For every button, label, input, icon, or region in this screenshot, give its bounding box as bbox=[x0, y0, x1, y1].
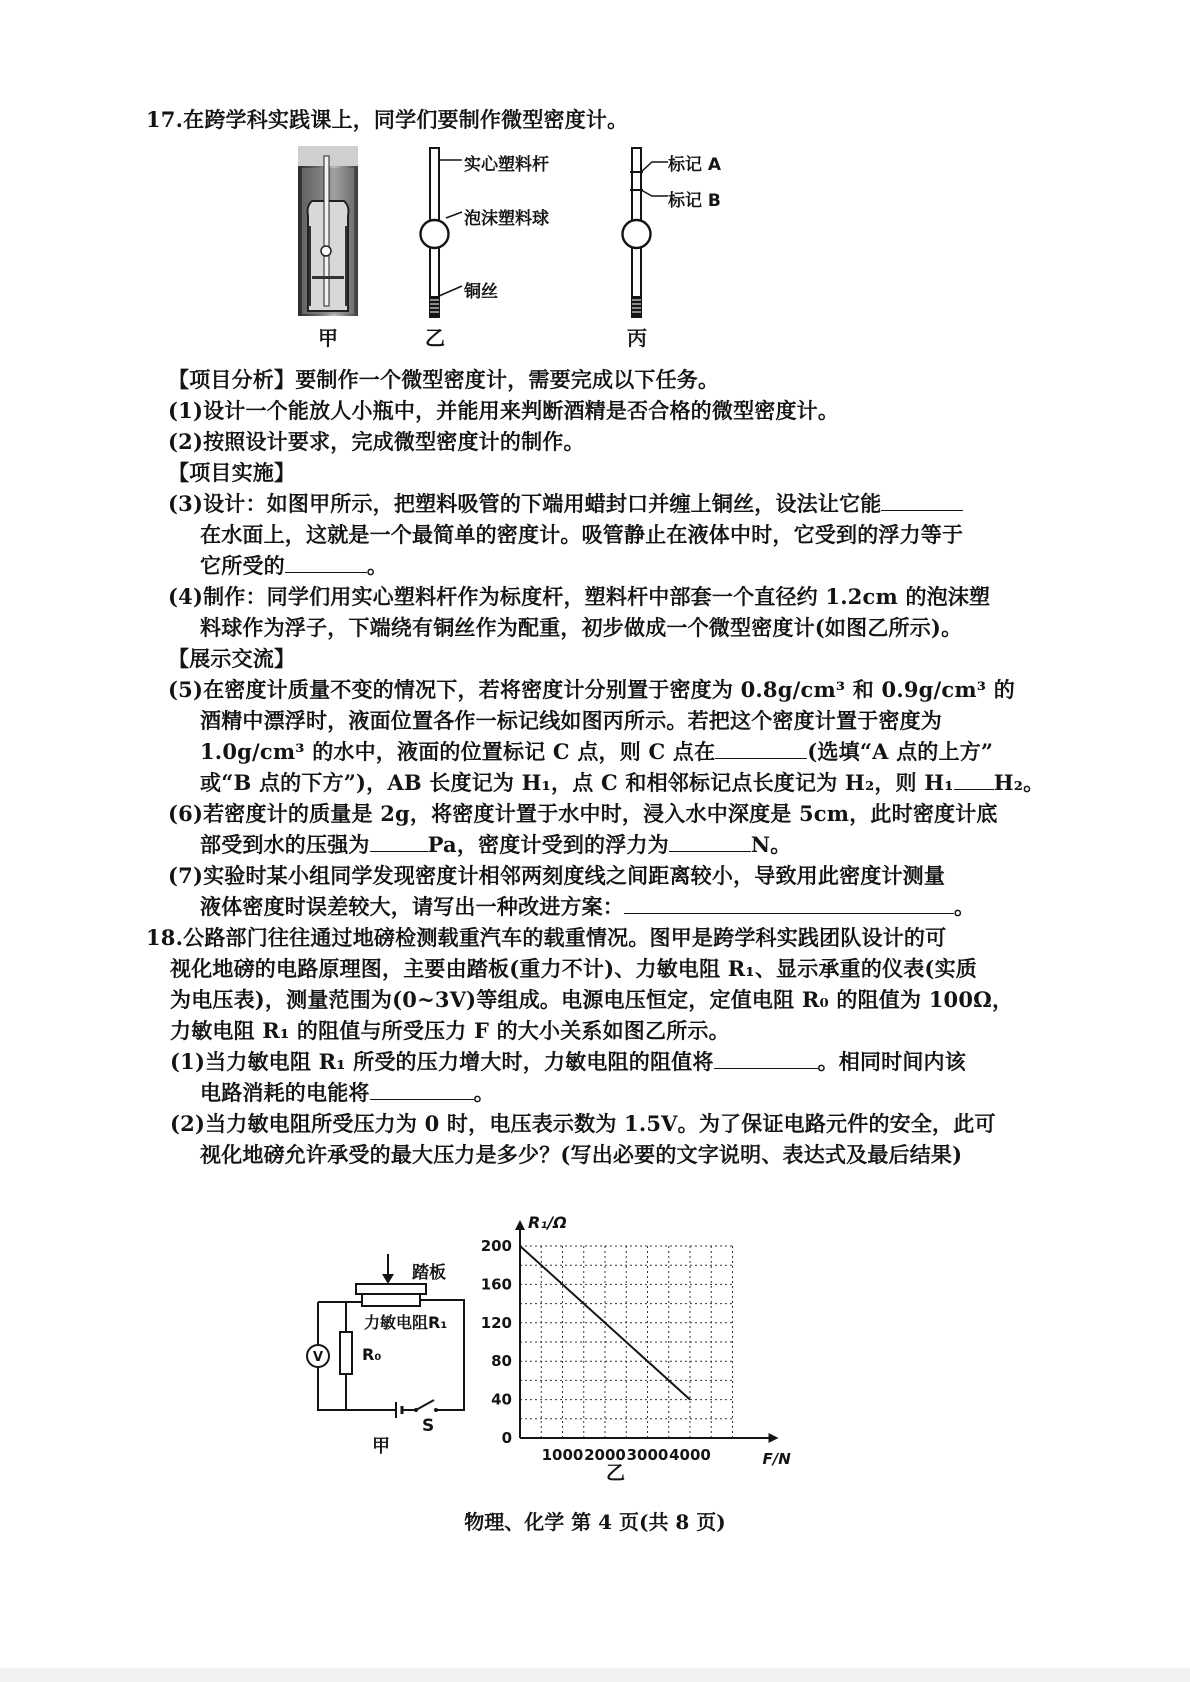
x-tick-label: 1000 bbox=[541, 1446, 584, 1464]
q17-item-5-end: H₂。 bbox=[993, 770, 1045, 795]
y-tick-label: 160 bbox=[480, 1275, 512, 1294]
caption-jia: 甲 bbox=[318, 326, 338, 350]
density-meter-yi bbox=[410, 146, 470, 326]
q17-item-7-line2 bbox=[200, 891, 975, 922]
q17-item-3-line1 bbox=[168, 488, 963, 519]
q17-item-5-line2: 酒精中漂浮时，液面位置各作一标记线如图丙所示。若把这个密度计置于密度为 bbox=[200, 708, 942, 733]
q17-item-1: (1)设计一个能放人小瓶中，并能用来判断酒精是否合格的微型密度计。 bbox=[168, 398, 840, 423]
q18-line-4: 力敏电阻 R₁ 的阻值与所受压力 F 的大小关系如图乙所示。 bbox=[170, 1018, 730, 1043]
label-r0: R₀ bbox=[362, 1345, 382, 1364]
photo-jia bbox=[298, 146, 358, 316]
q18-item-1-line2 bbox=[200, 1077, 495, 1108]
q17-item-3-line3 bbox=[200, 550, 388, 581]
q18-item-2-line2: 视化地磅允许承受的最大压力是多少？(写出必要的文字说明、表达式及最后结果) bbox=[200, 1142, 963, 1167]
q17-implement-heading: 【项目实施】 bbox=[168, 460, 296, 485]
label-r1: 力敏电阻R₁ bbox=[364, 1313, 448, 1332]
answer-blank-7[interactable] bbox=[624, 893, 954, 914]
x-axis-label: F/N bbox=[762, 1450, 791, 1468]
q18-item-2-line1: (2)当力敏电阻所受压力为 0 时，电压表示数为 1.5V。为了保证电路元件的安全，此可 bbox=[170, 1111, 996, 1136]
caption-bing: 丙 bbox=[627, 326, 647, 350]
y-tick-label: 40 bbox=[491, 1390, 512, 1409]
q17-item-5-line4 bbox=[200, 767, 1044, 798]
y-tick-label: 120 bbox=[480, 1313, 512, 1332]
q18-item-1-text: (1)当力敏电阻 R₁ 所受的压力增大时，力敏电阻的阻值将 bbox=[170, 1049, 714, 1074]
density-meter-bing bbox=[612, 146, 672, 326]
q18-item-1-text-c: 电路消耗的电能将 bbox=[200, 1080, 370, 1105]
q18-item-1-line1 bbox=[170, 1046, 966, 1077]
q17-item-2: (2)按照设计要求，完成微型密度计的制作。 bbox=[168, 429, 585, 454]
x-tick-label: 2000 bbox=[584, 1446, 626, 1464]
q17-item-6-end: N。 bbox=[750, 832, 792, 857]
x-axis-arrow bbox=[769, 1433, 779, 1443]
answer-blank-3b[interactable] bbox=[285, 552, 367, 573]
q17-item-7-text: 液体密度时误差较大，请写出一种改进方案： bbox=[200, 894, 624, 919]
q17-item-3-end: 。 bbox=[366, 553, 389, 578]
caption-circuit-jia: 甲 bbox=[372, 1436, 390, 1457]
q18-line-1: 18.公路部门往往通过地磅检测载重汽车的载重情况。图甲是跨学科实践团队设计的可 bbox=[146, 925, 947, 950]
answer-blank-5a[interactable] bbox=[715, 738, 807, 759]
q17-item-6-text-b: Pa，密度计受到的浮力为 bbox=[427, 832, 669, 857]
meter-v-label: V bbox=[313, 1350, 324, 1365]
label-copper-wire: 铜丝 bbox=[464, 282, 498, 302]
q17-item-7-line1: (7)实验时某小组同学发现密度计相邻两刻度线之间距离较小，导致用此密度计测量 bbox=[168, 863, 946, 888]
y-tick-label: 0 bbox=[501, 1429, 512, 1447]
q17-analysis-heading: 【项目分析】要制作一个微型密度计，需要完成以下任务。 bbox=[168, 367, 720, 392]
q17-item-3-text: (3)设计：如图甲所示，把塑料吸管的下端用蜡封口并缠上铜丝，设法让它能 bbox=[168, 491, 882, 516]
q17-item-5-text-b: 或“B 点的下方”)，AB 长度记为 H₁，点 C 和相邻标记点长度记为 H₂，则 H₁ bbox=[200, 770, 954, 795]
q17-title: 17.在跨学科实践课上，同学们要制作微型密度计。 bbox=[146, 107, 629, 132]
caption-yi: 乙 bbox=[425, 326, 445, 350]
q18-line-2: 视化地磅的电路原理图，主要由踏板(重力不计)、力敏电阻 R₁、显示承重的仪表(实质 bbox=[170, 956, 977, 981]
q17-item-3-line2: 在水面上，这就是一个最简单的密度计。吸管静止在液体中时，它受到的浮力等于 bbox=[200, 522, 964, 547]
q17-item-5-line3 bbox=[200, 736, 993, 767]
answer-blank-3a[interactable] bbox=[881, 490, 963, 511]
y-tick-label: 80 bbox=[491, 1352, 512, 1371]
q17-item-6-line1: (6)若密度计的质量是 2g，将密度计置于水中时，浸入水中深度是 5cm，此时密度计底 bbox=[168, 801, 998, 826]
x-tick-label: 4000 bbox=[669, 1446, 711, 1464]
label-mark-a: 标记 A bbox=[668, 155, 722, 175]
q17-item-3-text-b: 它所受的 bbox=[200, 553, 285, 578]
y-axis-label: R₁/Ω bbox=[528, 1213, 567, 1232]
graph-caption: 乙 bbox=[606, 1462, 626, 1484]
q17-item-5-line1: (5)在密度计质量不变的情况下，若将密度计分别置于密度为 0.8g/cm³ 和 0.9g/cm³ 的 bbox=[168, 677, 1015, 702]
q17-item-4-line1: (4)制作：同学们用实心塑料杆作为标度杆，塑料杆中部套一个直径约 1.2cm 的泡沫塑 bbox=[168, 584, 991, 609]
x-tick-label: 3000 bbox=[626, 1446, 669, 1464]
y-tick-label: 200 bbox=[480, 1237, 512, 1255]
answer-blank-6a[interactable] bbox=[370, 831, 428, 852]
answer-blank-5b[interactable] bbox=[954, 769, 994, 790]
answer-blank-6b[interactable] bbox=[669, 831, 751, 852]
y-axis-arrow bbox=[515, 1220, 525, 1230]
label-solid-stem: 实心塑料杆 bbox=[464, 155, 549, 175]
q17-item-5-text: 1.0g/cm³ 的水中，液面的位置标记 C 点，则 C 点在 bbox=[200, 739, 716, 764]
q17-exchange-heading: 【展示交流】 bbox=[168, 646, 296, 671]
scan-edge bbox=[0, 1668, 1190, 1682]
r1-force-graph bbox=[470, 1213, 800, 1480]
label-switch: S bbox=[422, 1416, 435, 1436]
label-mark-b: 标记 B bbox=[668, 191, 721, 211]
q17-item-6-text-a: 部受到水的压强为 bbox=[200, 832, 370, 857]
page-footer: 物理、化学 第 4 页(共 8 页) bbox=[464, 1510, 726, 1534]
label-pedal: 踏板 bbox=[412, 1263, 446, 1283]
answer-blank-18-1a[interactable] bbox=[714, 1048, 818, 1069]
q17-item-5-choice: (选填“A 点的上方” bbox=[807, 739, 994, 764]
answer-blank-18-1b[interactable] bbox=[370, 1079, 474, 1100]
q17-item-6-line2 bbox=[200, 829, 791, 860]
q17-item-4-line2: 料球作为浮子，下端绕有铜丝作为配重，初步做成一个微型密度计(如图乙所示)。 bbox=[200, 615, 963, 640]
circuit-diagram bbox=[296, 1252, 496, 1452]
label-foam-ball: 泡沫塑料球 bbox=[464, 209, 549, 229]
q18-line-3: 为电压表)，测量范围为(0~3V)等组成。电源电压恒定，定值电阻 R₀ 的阻值为 100Ω， bbox=[170, 987, 1014, 1012]
q18-item-1-text-b: 。相同时间内该 bbox=[817, 1049, 966, 1074]
q18-item-1-end: 。 bbox=[473, 1080, 495, 1105]
q17-item-7-end: 。 bbox=[954, 894, 976, 919]
